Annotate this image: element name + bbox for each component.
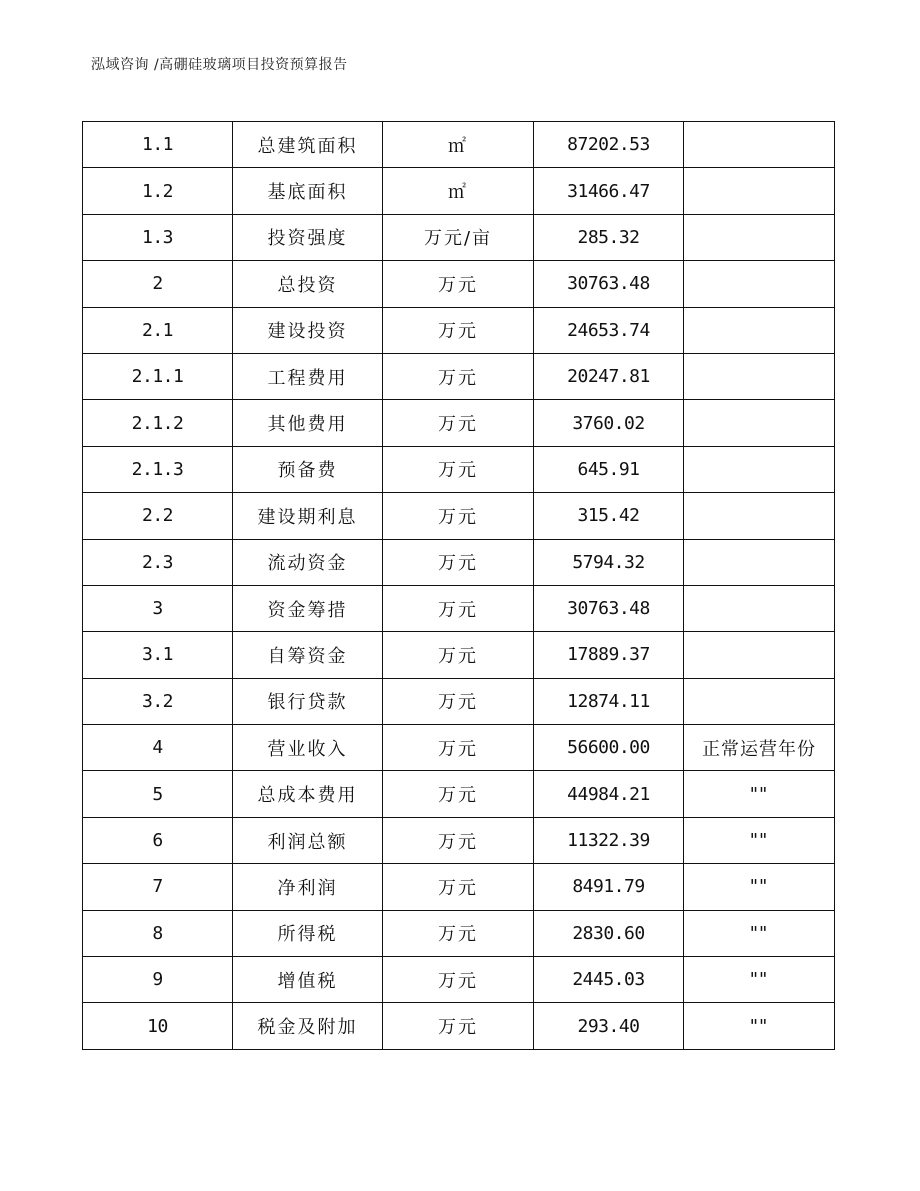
item-name-cell: 资金筹措 <box>233 585 383 631</box>
value-cell: 30763.48 <box>534 261 684 307</box>
item-name-cell: 税金及附加 <box>233 1003 383 1049</box>
row-index-cell: 3.1 <box>83 632 233 678</box>
row-index-cell: 1.3 <box>83 214 233 260</box>
table-row <box>83 771 835 817</box>
value-cell: 315.42 <box>534 493 684 539</box>
item-name-cell: 其他费用 <box>233 400 383 446</box>
row-index-cell: 2.1.1 <box>83 353 233 399</box>
value-cell: 56600.00 <box>534 725 684 771</box>
value-cell: 31466.47 <box>534 168 684 214</box>
table-row <box>83 353 835 399</box>
unit-cell: 万元/亩 <box>383 214 534 260</box>
value-cell: 293.40 <box>534 1003 684 1049</box>
unit-cell: ㎡ <box>383 122 534 168</box>
note-cell <box>684 353 835 399</box>
item-name-cell: 工程费用 <box>233 353 383 399</box>
note-cell <box>684 632 835 678</box>
value-cell: 30763.48 <box>534 585 684 631</box>
table-row <box>83 725 835 771</box>
unit-cell: 万元 <box>383 771 534 817</box>
note-cell: "" <box>684 817 835 863</box>
note-cell <box>684 539 835 585</box>
table-row <box>83 168 835 214</box>
item-name-cell: 利润总额 <box>233 817 383 863</box>
note-cell <box>684 446 835 492</box>
item-name-cell: 总投资 <box>233 261 383 307</box>
value-cell: 5794.32 <box>534 539 684 585</box>
note-cell <box>684 493 835 539</box>
row-index-cell: 1.2 <box>83 168 233 214</box>
table-row <box>83 632 835 678</box>
item-name-cell: 总建筑面积 <box>233 122 383 168</box>
row-index-cell: 2.2 <box>83 493 233 539</box>
table-row <box>83 817 835 863</box>
table-row <box>83 1003 835 1049</box>
note-cell: "" <box>684 864 835 910</box>
row-index-cell: 2.1 <box>83 307 233 353</box>
unit-cell: 万元 <box>383 910 534 956</box>
table-row <box>83 261 835 307</box>
item-name-cell: 投资强度 <box>233 214 383 260</box>
table-row <box>83 400 835 446</box>
row-index-cell: 2.1.2 <box>83 400 233 446</box>
table-row <box>83 957 835 1003</box>
unit-cell: 万元 <box>383 864 534 910</box>
table-row <box>83 864 835 910</box>
table-row <box>83 446 835 492</box>
note-cell: "" <box>684 771 835 817</box>
item-name-cell: 银行贷款 <box>233 678 383 724</box>
row-index-cell: 1.1 <box>83 122 233 168</box>
note-cell <box>684 168 835 214</box>
table-row <box>83 585 835 631</box>
item-name-cell: 建设投资 <box>233 307 383 353</box>
unit-cell: 万元 <box>383 585 534 631</box>
page-header: 泓域咨询 /高硼硅玻璃项目投资预算报告 <box>91 57 348 73</box>
value-cell: 20247.81 <box>534 353 684 399</box>
unit-cell: 万元 <box>383 539 534 585</box>
table-row <box>83 910 835 956</box>
item-name-cell: 流动资金 <box>233 539 383 585</box>
item-name-cell: 预备费 <box>233 446 383 492</box>
unit-cell: 万元 <box>383 307 534 353</box>
unit-cell: 万元 <box>383 1003 534 1049</box>
value-cell: 285.32 <box>534 214 684 260</box>
investment-table <box>82 121 835 1050</box>
row-index-cell: 5 <box>83 771 233 817</box>
note-cell <box>684 307 835 353</box>
unit-cell: 万元 <box>383 817 534 863</box>
unit-cell: ㎡ <box>383 168 534 214</box>
item-name-cell: 总成本费用 <box>233 771 383 817</box>
item-name-cell: 基底面积 <box>233 168 383 214</box>
item-name-cell: 自筹资金 <box>233 632 383 678</box>
row-index-cell: 4 <box>83 725 233 771</box>
unit-cell: 万元 <box>383 957 534 1003</box>
item-name-cell: 增值税 <box>233 957 383 1003</box>
note-cell <box>684 214 835 260</box>
value-cell: 11322.39 <box>534 817 684 863</box>
note-cell <box>684 678 835 724</box>
value-cell: 12874.11 <box>534 678 684 724</box>
unit-cell: 万元 <box>383 632 534 678</box>
value-cell: 87202.53 <box>534 122 684 168</box>
row-index-cell: 3.2 <box>83 678 233 724</box>
note-cell <box>684 585 835 631</box>
note-cell: "" <box>684 1003 835 1049</box>
note-cell: "" <box>684 910 835 956</box>
unit-cell: 万元 <box>383 400 534 446</box>
note-cell: "" <box>684 957 835 1003</box>
unit-cell: 万元 <box>383 725 534 771</box>
value-cell: 2445.03 <box>534 957 684 1003</box>
note-cell <box>684 400 835 446</box>
table-row <box>83 214 835 260</box>
row-index-cell: 3 <box>83 585 233 631</box>
note-cell <box>684 261 835 307</box>
value-cell: 3760.02 <box>534 400 684 446</box>
unit-cell: 万元 <box>383 261 534 307</box>
table-row <box>83 539 835 585</box>
note-cell: 正常运营年份 <box>684 725 835 771</box>
row-index-cell: 9 <box>83 957 233 1003</box>
value-cell: 645.91 <box>534 446 684 492</box>
unit-cell: 万元 <box>383 446 534 492</box>
row-index-cell: 6 <box>83 817 233 863</box>
item-name-cell: 净利润 <box>233 864 383 910</box>
unit-cell: 万元 <box>383 353 534 399</box>
row-index-cell: 2 <box>83 261 233 307</box>
item-name-cell: 所得税 <box>233 910 383 956</box>
unit-cell: 万元 <box>383 493 534 539</box>
table-row <box>83 122 835 168</box>
item-name-cell: 营业收入 <box>233 725 383 771</box>
table-body <box>83 122 835 1050</box>
table-row <box>83 678 835 724</box>
table-row <box>83 307 835 353</box>
value-cell: 17889.37 <box>534 632 684 678</box>
value-cell: 8491.79 <box>534 864 684 910</box>
value-cell: 2830.60 <box>534 910 684 956</box>
row-index-cell: 10 <box>83 1003 233 1049</box>
unit-cell: 万元 <box>383 678 534 724</box>
row-index-cell: 8 <box>83 910 233 956</box>
value-cell: 24653.74 <box>534 307 684 353</box>
row-index-cell: 2.1.3 <box>83 446 233 492</box>
row-index-cell: 7 <box>83 864 233 910</box>
note-cell <box>684 122 835 168</box>
table-row <box>83 493 835 539</box>
value-cell: 44984.21 <box>534 771 684 817</box>
row-index-cell: 2.3 <box>83 539 233 585</box>
item-name-cell: 建设期利息 <box>233 493 383 539</box>
